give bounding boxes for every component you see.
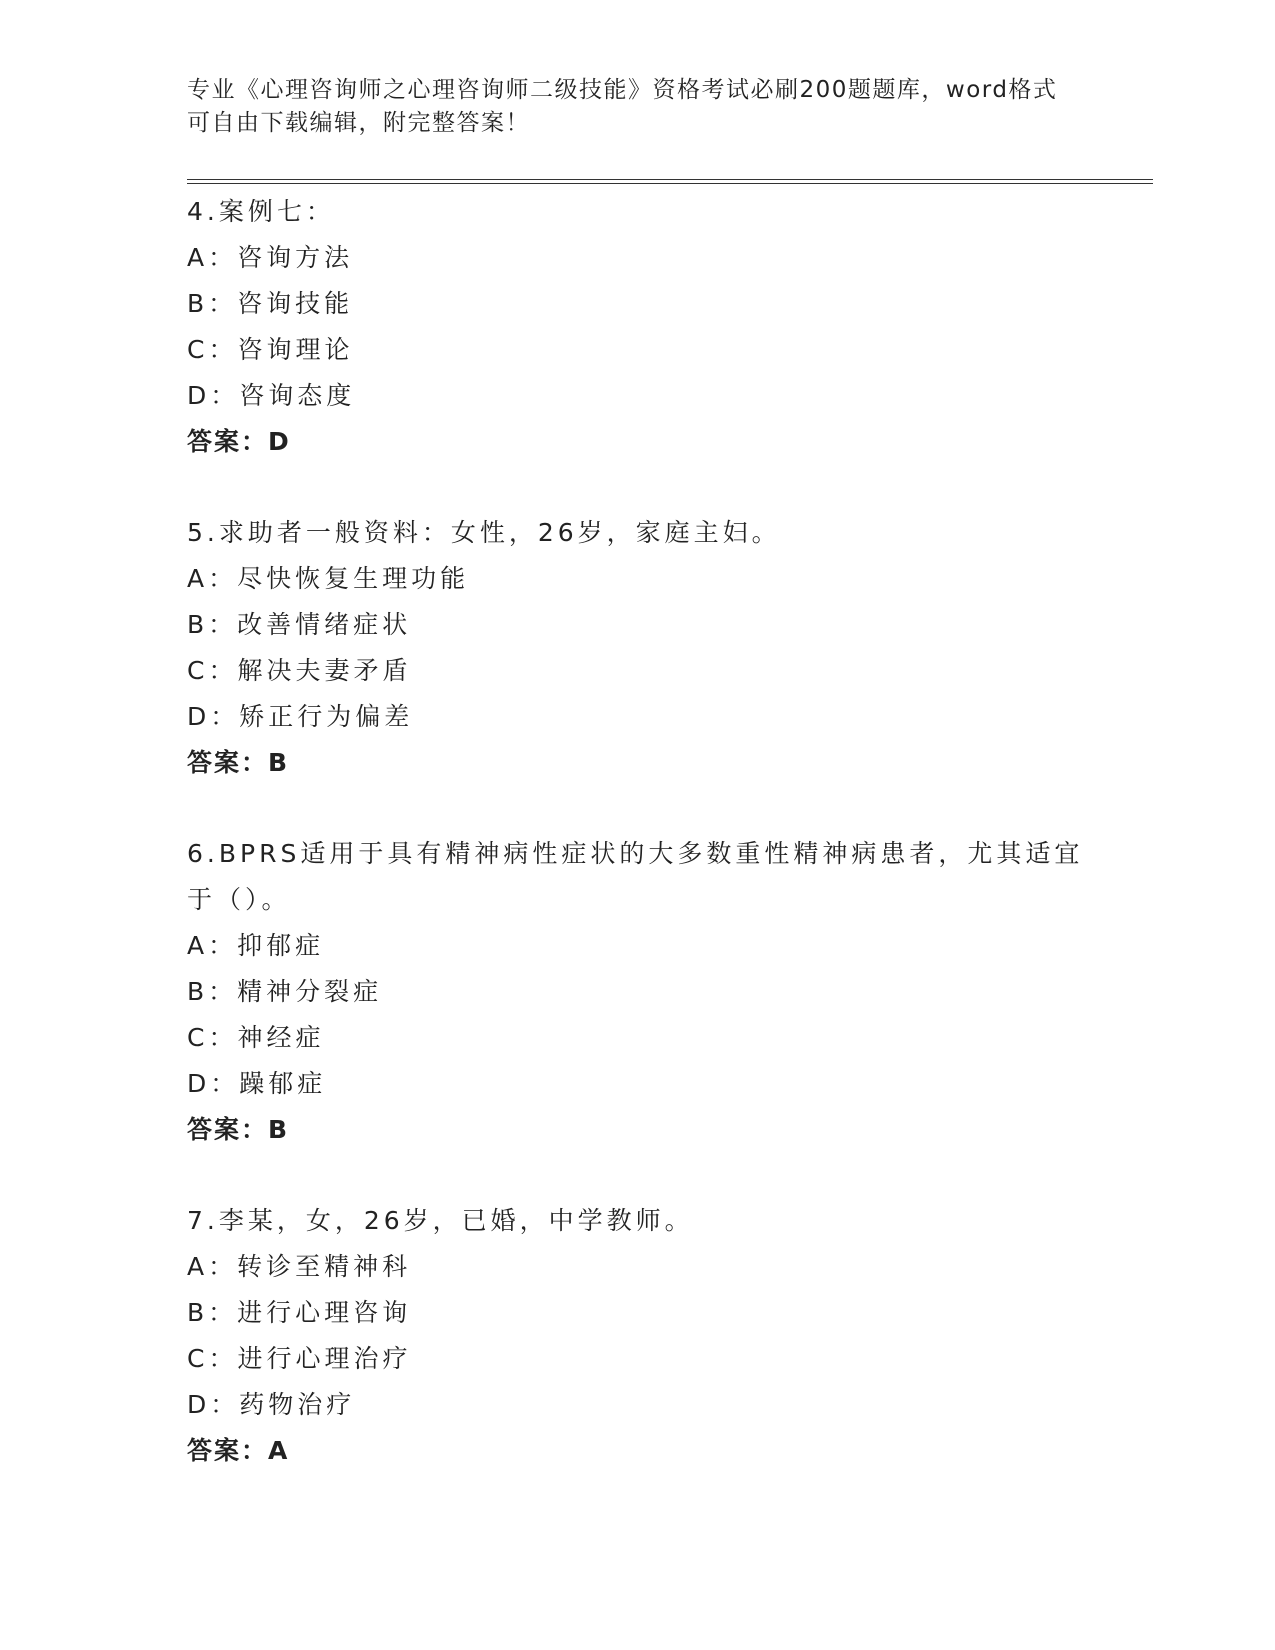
option-c: C：神经症 xyxy=(187,1023,325,1052)
question-list xyxy=(187,189,1087,1519)
answer-line: 答案：D xyxy=(187,427,291,456)
option-b: B：改善情绪症状 xyxy=(187,610,412,639)
option-a: A：咨询方法 xyxy=(187,243,354,272)
header-title-line-1: 专业《心理咨询师之心理咨询师二级技能》资格考试必刷200题题库，word格式 xyxy=(187,77,1058,103)
question-item-5 xyxy=(187,510,1087,786)
answer-line: 答案：A xyxy=(187,1436,290,1465)
question-stem: 4.案例七： xyxy=(187,197,335,226)
option-d: D：咨询态度 xyxy=(187,381,356,410)
option-d: D：药物治疗 xyxy=(187,1390,356,1419)
question-item-4 xyxy=(187,189,1087,465)
header-divider-top xyxy=(187,179,1153,180)
option-a: A：抑郁症 xyxy=(187,931,325,960)
document-header xyxy=(187,74,1087,140)
question-item-7 xyxy=(187,1198,1087,1474)
question-stem: 7.李某，女，26岁，已婚，中学教师。 xyxy=(187,1206,694,1235)
header-title-line-2: 可自由下载编辑，附完整答案！ xyxy=(187,110,530,136)
option-b: B：精神分裂症 xyxy=(187,977,383,1006)
option-b: B：进行心理咨询 xyxy=(187,1298,412,1327)
option-a: A：转诊至精神科 xyxy=(187,1252,412,1281)
question-item-6 xyxy=(187,831,1087,1153)
option-b: B：咨询技能 xyxy=(187,289,354,318)
question-stem: 6.BPRS适用于具有精神病性症状的大多数重性精神病患者，尤其适宜于（）。 xyxy=(187,839,1084,914)
option-c: C：解决夫妻矛盾 xyxy=(187,656,412,685)
question-stem: 5.求助者一般资料：女性，26岁，家庭主妇。 xyxy=(187,518,781,547)
header-divider-bottom xyxy=(187,183,1153,184)
option-c: C：咨询理论 xyxy=(187,335,354,364)
option-a: A：尽快恢复生理功能 xyxy=(187,564,470,593)
answer-line: 答案：B xyxy=(187,1115,290,1144)
option-c: C：进行心理治疗 xyxy=(187,1344,412,1373)
option-d: D：躁郁症 xyxy=(187,1069,327,1098)
option-d: D：矫正行为偏差 xyxy=(187,702,414,731)
answer-line: 答案：B xyxy=(187,748,290,777)
